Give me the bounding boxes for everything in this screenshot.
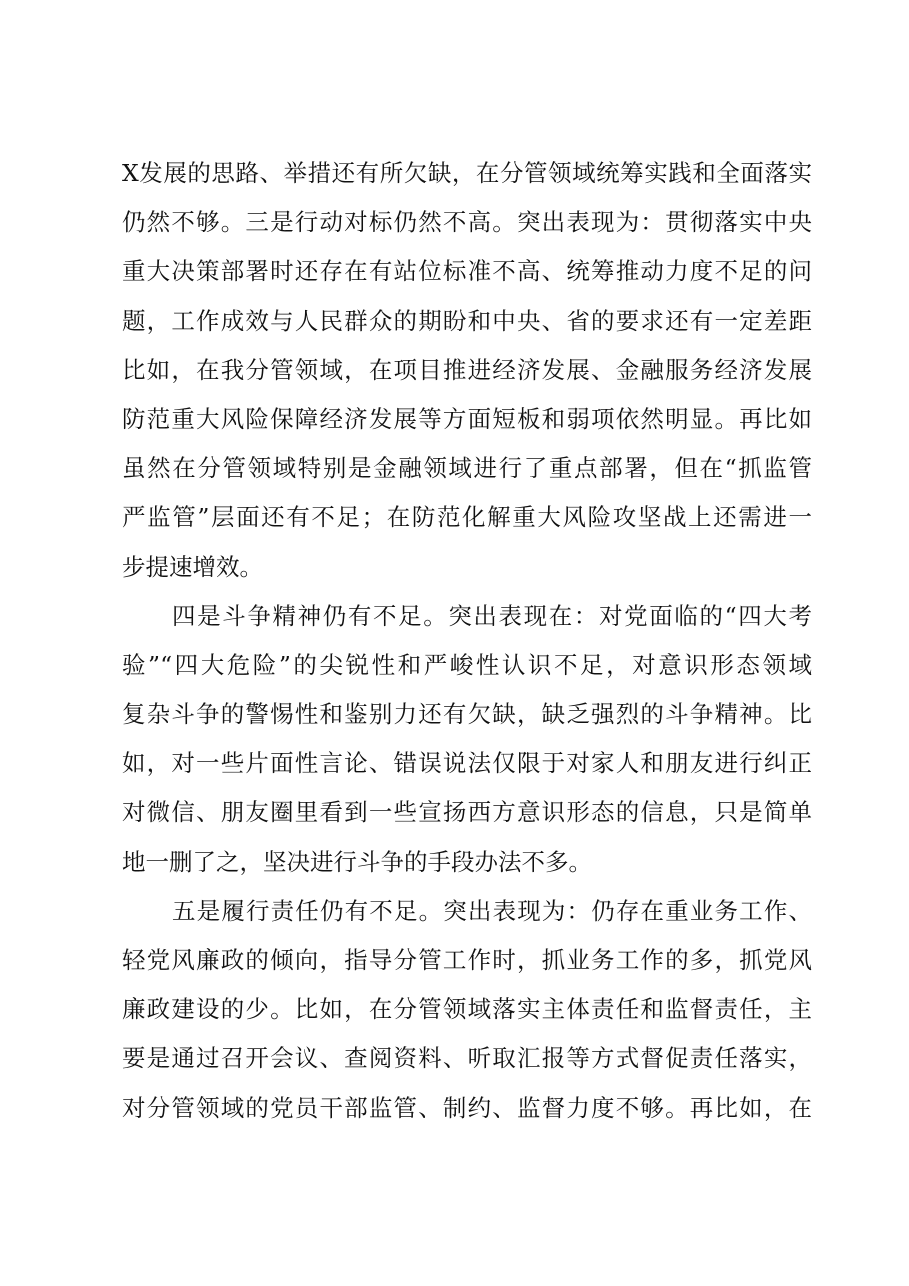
text-line: 廉政建设的少。比如，在分管领域落实主体责任和监督责任，主 bbox=[122, 995, 812, 1024]
text-line: 四是斗争精神仍有不足。突出表现在：对党面临的“四大考 bbox=[172, 601, 812, 630]
text-line: 轻党风廉政的倾向，指导分管工作时，抓业务工作的多，抓党风 bbox=[122, 946, 812, 974]
text-line: 验”“四大危险”的尖锐性和严峻性认识不足，对意识形态领域 bbox=[122, 650, 812, 679]
text-line: 对微信、朋友圈里看到一些宣扬西方意识形态的信息，只是简单 bbox=[122, 798, 812, 827]
text-line: 对分管领域的党员干部监管、制约、监督力度不够。再比如，在 bbox=[122, 1093, 812, 1122]
text-line: 防范重大风险保障经济发展等方面短板和弱项依然明显。再比如 bbox=[122, 404, 812, 433]
text-line: 步提速增效。 bbox=[122, 552, 263, 581]
text-line: 虽然在分管领域特别是金融领域进行了重点部署，但在“抓监管 bbox=[122, 454, 812, 483]
text-line: 重大决策部署时还存在有站位标准不高、统筹推动力度不足的问 bbox=[122, 257, 812, 286]
text-line: 复杂斗争的警惕性和鉴别力还有欠缺，缺乏强烈的斗争精神。比 bbox=[122, 700, 812, 729]
text-line: 如，对一些片面性言论、错误说法仅限于对家人和朋友进行纠正 bbox=[122, 749, 812, 778]
text-line: 五是履行责任仍有不足。突出表现为：仍存在重业务工作、 bbox=[172, 896, 812, 925]
document-body bbox=[122, 149, 812, 1133]
text-line: 要是通过召开会议、查阅资料、听取汇报等方式督促责任落实， bbox=[122, 1044, 812, 1073]
text-line: 严监管”层面还有不足；在防范化解重大风险攻坚战上还需进一 bbox=[122, 503, 812, 532]
text-line: 仍然不够。三是行动对标仍然不高。突出表现为：贯彻落实中央 bbox=[122, 208, 812, 237]
text-line: X发展的思路、举措还有所欠缺，在分管领域统筹实践和全面落实 bbox=[122, 159, 812, 187]
text-line: 地一删了之，坚决进行斗争的手段办法不多。 bbox=[122, 847, 592, 876]
text-line: 题，工作成效与人民群众的期盼和中央、省的要求还有一定差距 bbox=[122, 306, 812, 335]
text-line: 比如，在我分管领域，在项目推进经济发展、金融服务经济发展 bbox=[122, 355, 812, 384]
